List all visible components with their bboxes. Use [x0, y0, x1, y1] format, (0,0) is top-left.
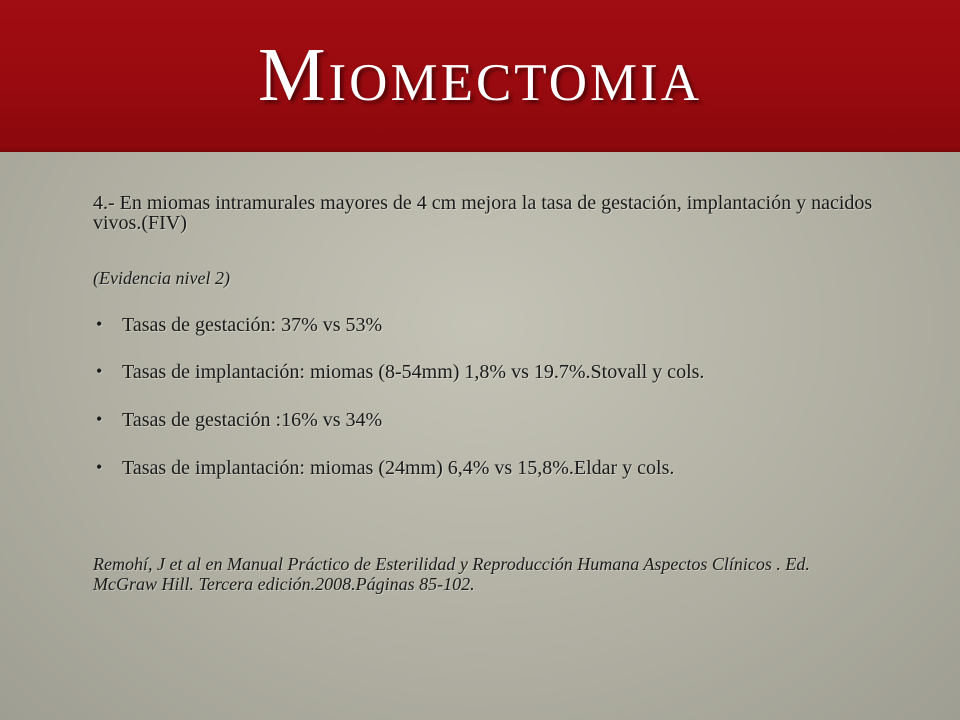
- intro-text: 4.- En miomas intramurales mayores de 4 cm mejora la tasa de gestación, implantación y nacidos vivos.(FIV): [93, 192, 873, 234]
- bullet-text: Tasas de gestación: 37% vs 53%: [122, 314, 383, 336]
- bullet-icon: •: [96, 409, 103, 429]
- evidence-level: (Evidencia nivel 2): [93, 268, 230, 288]
- bullet-text: Tasas de gestación :16% vs 34%: [122, 409, 383, 431]
- title-banner: [0, 0, 960, 152]
- reference-citation: Remohí, J et al en Manual Práctico de Esterilidad y Reproducción Humana Aspectos Clínicos . Ed. McGraw Hill. Tercera edición.2008.Páginas 85-102.: [93, 554, 810, 594]
- slide-title: Miomectomia: [257, 33, 703, 117]
- bullet-text: Tasas de implantación: miomas (24mm) 6,4% vs 15,8%.Eldar y cols.: [122, 457, 675, 479]
- bullet-icon: •: [96, 457, 103, 477]
- bullet-icon: •: [96, 361, 103, 381]
- bullet-icon: •: [96, 314, 103, 334]
- bullet-text: Tasas de implantación: miomas (8-54mm) 1,8% vs 19.7%.Stovall y cols.: [122, 361, 705, 383]
- slide-body: [93, 192, 873, 594]
